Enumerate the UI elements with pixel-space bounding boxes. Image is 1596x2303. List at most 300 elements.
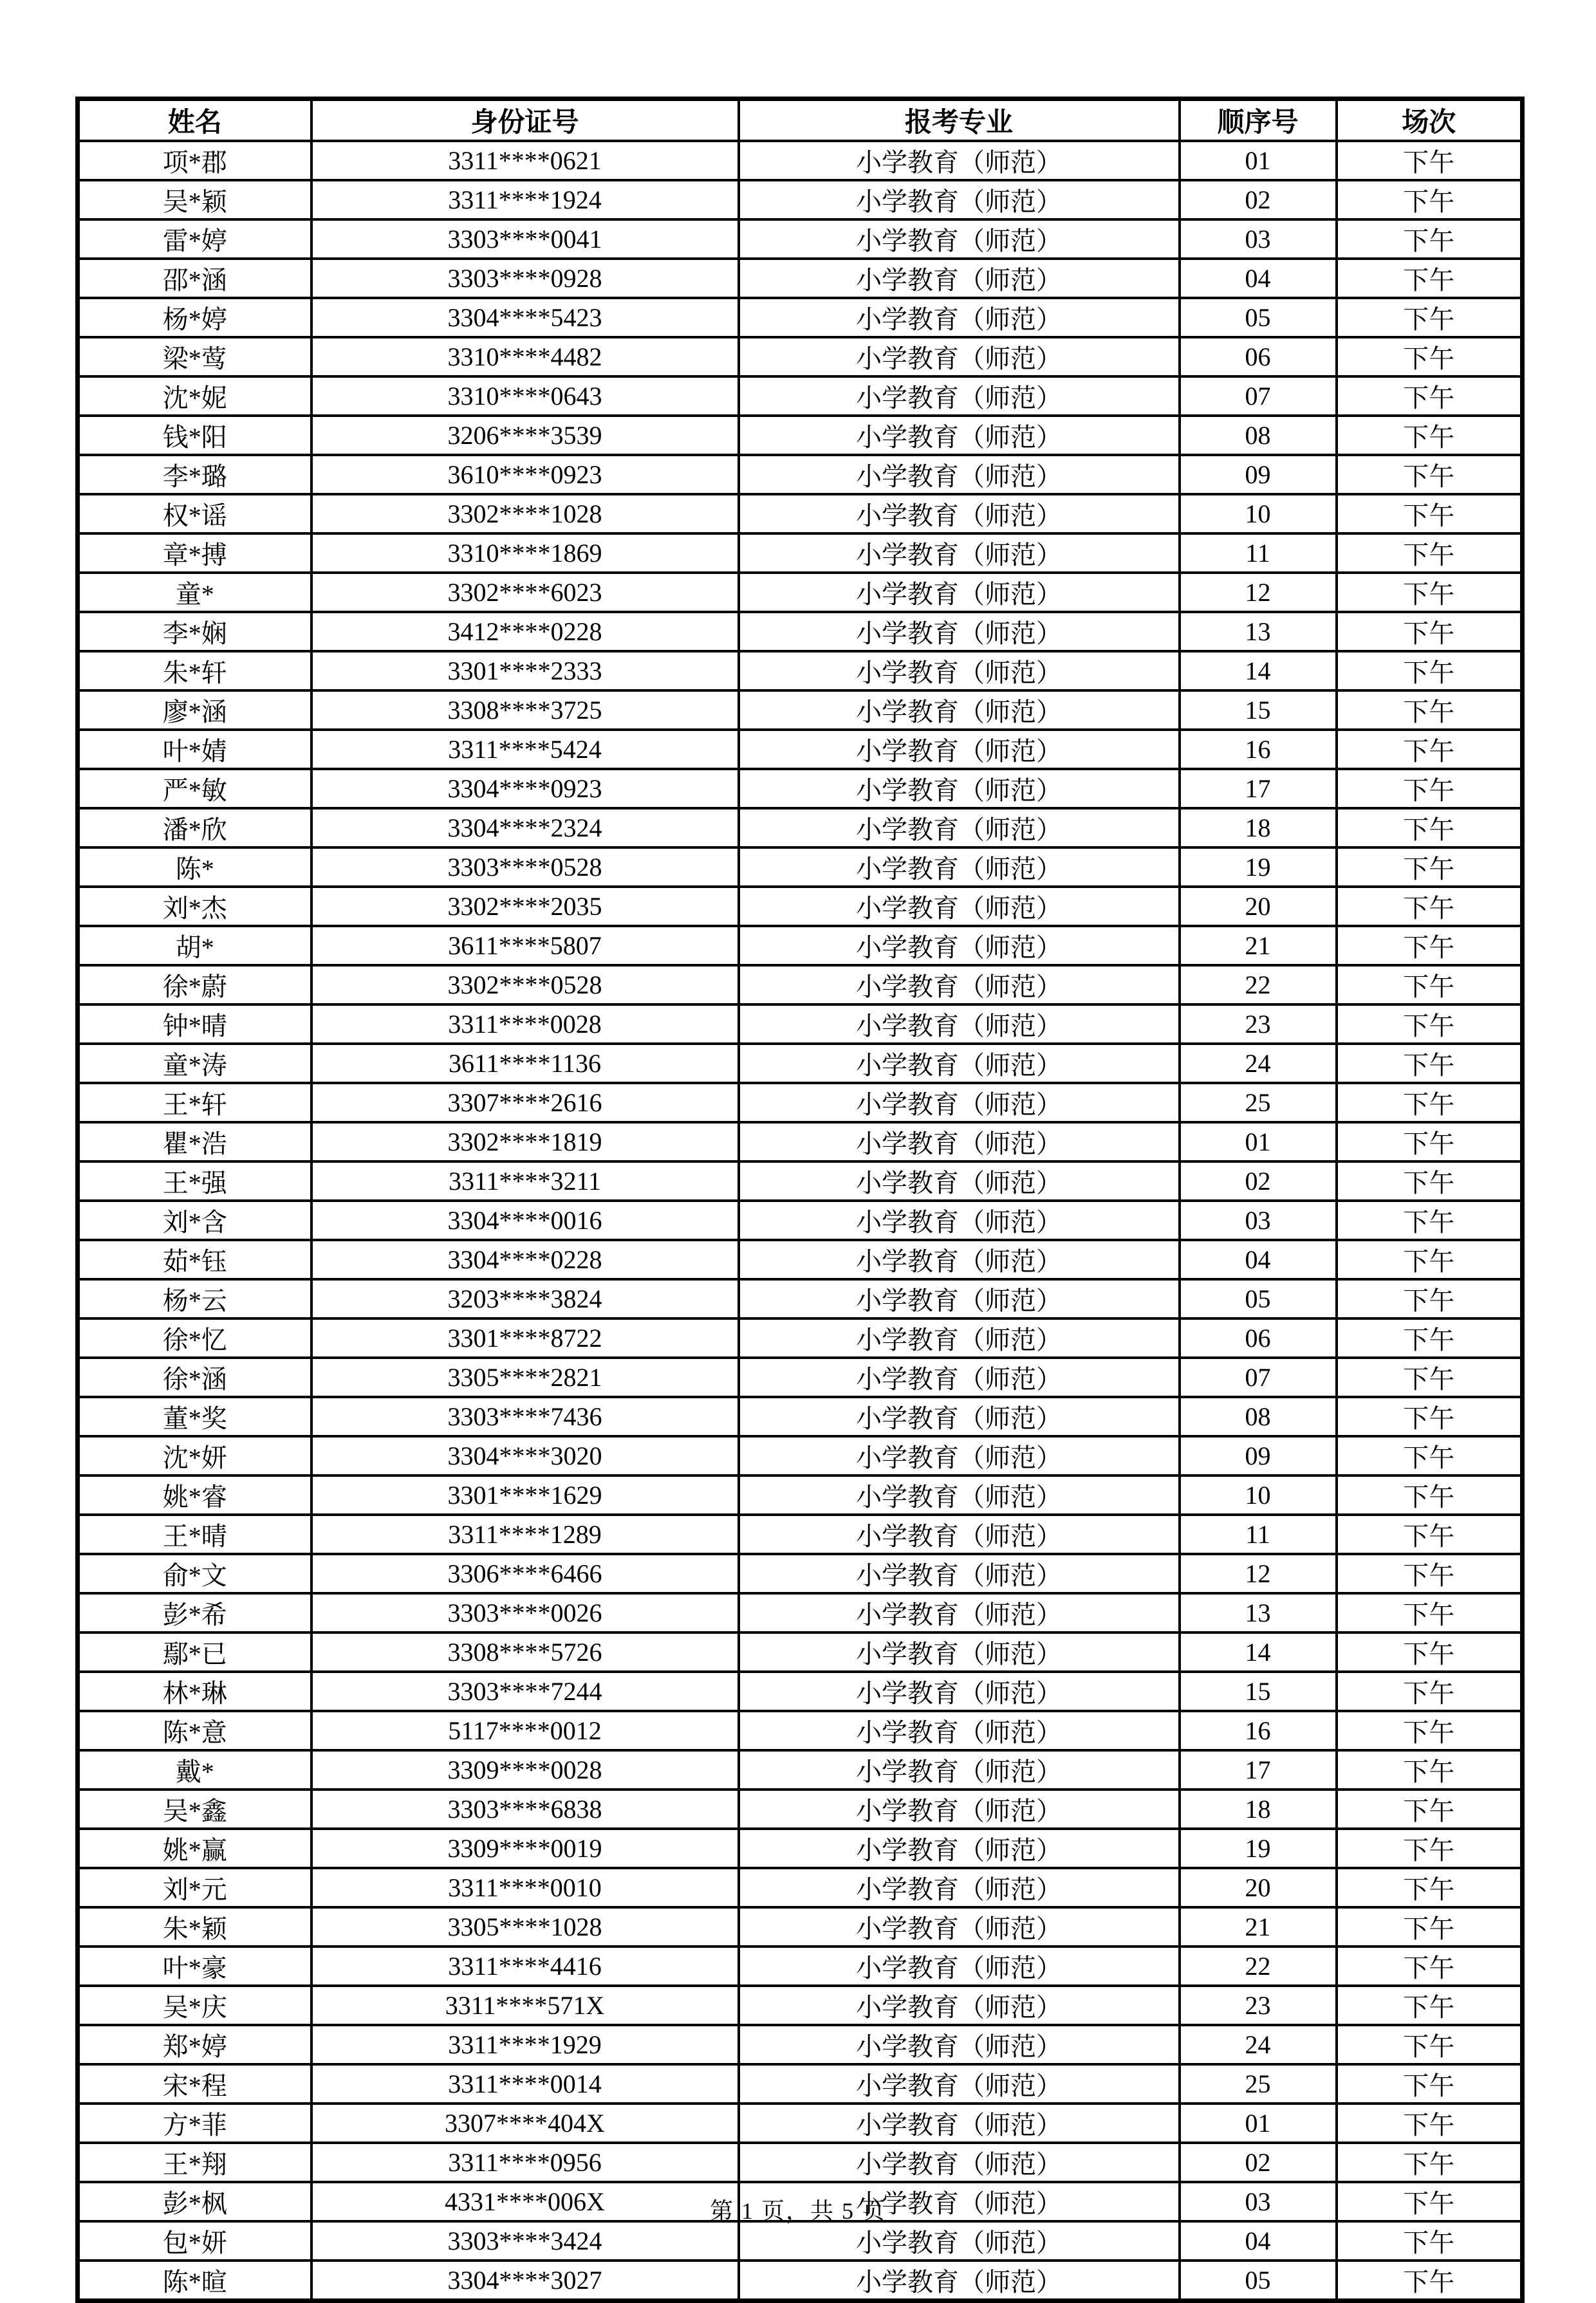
name-cell: 董*奖	[78, 1397, 311, 1436]
sequence-cell: 10	[1180, 494, 1337, 533]
table-row	[78, 769, 1523, 808]
header-session: 场次	[1337, 99, 1523, 142]
major-cell: 小学教育（师范）	[739, 808, 1180, 847]
id-number-cell: 3301****1629	[311, 1475, 739, 1515]
id-number-cell: 3303****7436	[311, 1397, 739, 1436]
name-cell: 吴*庆	[78, 1986, 311, 2025]
sequence-cell: 16	[1180, 730, 1337, 769]
sequence-cell: 22	[1180, 1947, 1337, 1986]
id-number-cell: 3303****0026	[311, 1593, 739, 1632]
table-row	[78, 1161, 1523, 1201]
major-cell: 小学教育（师范）	[739, 533, 1180, 573]
table-row	[78, 494, 1523, 533]
sequence-cell: 03	[1180, 2182, 1337, 2221]
id-number-cell: 3302****1028	[311, 494, 739, 533]
sequence-cell: 07	[1180, 376, 1337, 416]
table-row	[78, 2025, 1523, 2064]
sequence-cell: 04	[1180, 1240, 1337, 1279]
major-cell: 小学教育（师范）	[739, 769, 1180, 808]
session-cell: 下午	[1337, 1868, 1523, 1907]
table-row	[78, 180, 1523, 219]
session-cell: 下午	[1337, 847, 1523, 887]
sequence-cell: 01	[1180, 2104, 1337, 2143]
id-number-cell: 3301****8722	[311, 1318, 739, 1358]
major-cell: 小学教育（师范）	[739, 730, 1180, 769]
major-cell: 小学教育（师范）	[739, 2261, 1180, 2301]
session-cell: 下午	[1337, 337, 1523, 376]
sequence-cell: 19	[1180, 1829, 1337, 1868]
sequence-cell: 05	[1180, 1279, 1337, 1318]
major-cell: 小学教育（师范）	[739, 573, 1180, 612]
id-number-cell: 3310****0643	[311, 376, 739, 416]
major-cell: 小学教育（师范）	[739, 1829, 1180, 1868]
name-cell: 钟*晴	[78, 1004, 311, 1044]
sequence-cell: 12	[1180, 1554, 1337, 1593]
session-cell: 下午	[1337, 651, 1523, 690]
header-sequence: 顺序号	[1180, 99, 1337, 142]
major-cell: 小学教育（师范）	[739, 219, 1180, 259]
major-cell: 小学教育（师范）	[739, 1672, 1180, 1711]
id-number-cell: 3611****5807	[311, 926, 739, 965]
major-cell: 小学教育（师范）	[739, 1554, 1180, 1593]
session-cell: 下午	[1337, 141, 1523, 180]
major-cell: 小学教育（师范）	[739, 2104, 1180, 2143]
major-cell: 小学教育（师范）	[739, 926, 1180, 965]
table-row	[78, 651, 1523, 690]
name-cell: 吴*颖	[78, 180, 311, 219]
table-row	[78, 2143, 1523, 2182]
sequence-cell: 19	[1180, 847, 1337, 887]
id-number-cell: 5117****0012	[311, 1711, 739, 1750]
session-cell: 下午	[1337, 1947, 1523, 1986]
major-cell: 小学教育（师范）	[739, 690, 1180, 730]
id-number-cell: 3304****3027	[311, 2261, 739, 2301]
session-cell: 下午	[1337, 690, 1523, 730]
id-number-cell: 3309****0019	[311, 1829, 739, 1868]
table-row	[78, 298, 1523, 337]
major-cell: 小学教育（师范）	[739, 259, 1180, 298]
major-cell: 小学教育（师范）	[739, 1122, 1180, 1161]
major-cell: 小学教育（师范）	[739, 1515, 1180, 1554]
table-row	[78, 533, 1523, 573]
sequence-cell: 02	[1180, 180, 1337, 219]
id-number-cell: 3307****404X	[311, 2104, 739, 2143]
name-cell: 林*琳	[78, 1672, 311, 1711]
session-cell: 下午	[1337, 1122, 1523, 1161]
major-cell: 小学教育（师范）	[739, 1711, 1180, 1750]
table-row	[78, 1829, 1523, 1868]
sequence-cell: 21	[1180, 1907, 1337, 1947]
header-major: 报考专业	[739, 99, 1180, 142]
name-cell: 彭*希	[78, 1593, 311, 1632]
session-cell: 下午	[1337, 573, 1523, 612]
session-cell: 下午	[1337, 2221, 1523, 2261]
session-cell: 下午	[1337, 1083, 1523, 1122]
session-cell: 下午	[1337, 1201, 1523, 1240]
major-cell: 小学教育（师范）	[739, 1201, 1180, 1240]
table-row	[78, 1672, 1523, 1711]
id-number-cell: 3303****7244	[311, 1672, 739, 1711]
table-row	[78, 1318, 1523, 1358]
table-header	[78, 99, 1523, 142]
id-number-cell: 3311****0028	[311, 1004, 739, 1044]
major-cell: 小学教育（师范）	[739, 1044, 1180, 1083]
session-cell: 下午	[1337, 1829, 1523, 1868]
name-cell: 李*娴	[78, 612, 311, 651]
session-cell: 下午	[1337, 1161, 1523, 1201]
table-row	[78, 1083, 1523, 1122]
name-cell: 杨*婷	[78, 298, 311, 337]
name-cell: 李*璐	[78, 455, 311, 494]
name-cell: 权*谣	[78, 494, 311, 533]
name-cell: 王*强	[78, 1161, 311, 1201]
session-cell: 下午	[1337, 887, 1523, 926]
table-row	[78, 2221, 1523, 2261]
table-row	[78, 1122, 1523, 1161]
name-cell: 朱*轩	[78, 651, 311, 690]
sequence-cell: 17	[1180, 769, 1337, 808]
session-cell: 下午	[1337, 1711, 1523, 1750]
major-cell: 小学教育（师范）	[739, 1004, 1180, 1044]
major-cell: 小学教育（师范）	[739, 1279, 1180, 1318]
table-row	[78, 1907, 1523, 1947]
session-cell: 下午	[1337, 259, 1523, 298]
table-row	[78, 219, 1523, 259]
sequence-cell: 11	[1180, 1515, 1337, 1554]
major-cell: 小学教育（师范）	[739, 2025, 1180, 2064]
table-row	[78, 1475, 1523, 1515]
sequence-cell: 01	[1180, 141, 1337, 180]
id-number-cell: 3303****3424	[311, 2221, 739, 2261]
id-number-cell: 3311****1289	[311, 1515, 739, 1554]
session-cell: 下午	[1337, 1044, 1523, 1083]
table-row	[78, 1515, 1523, 1554]
table-row	[78, 416, 1523, 455]
sequence-cell: 18	[1180, 808, 1337, 847]
table-row	[78, 259, 1523, 298]
name-cell: 胡*	[78, 926, 311, 965]
name-cell: 沈*妍	[78, 1436, 311, 1475]
session-cell: 下午	[1337, 1240, 1523, 1279]
id-number-cell: 3311****0014	[311, 2064, 739, 2104]
sequence-cell: 03	[1180, 219, 1337, 259]
session-cell: 下午	[1337, 455, 1523, 494]
name-cell: 瞿*浩	[78, 1122, 311, 1161]
name-cell: 童*涛	[78, 1044, 311, 1083]
name-cell: 戴*	[78, 1750, 311, 1790]
major-cell: 小学教育（师范）	[739, 416, 1180, 455]
major-cell: 小学教育（师范）	[739, 1161, 1180, 1201]
major-cell: 小学教育（师范）	[739, 1397, 1180, 1436]
session-cell: 下午	[1337, 219, 1523, 259]
session-cell: 下午	[1337, 612, 1523, 651]
name-cell: 童*	[78, 573, 311, 612]
id-number-cell: 3303****0528	[311, 847, 739, 887]
table-row	[78, 573, 1523, 612]
session-cell: 下午	[1337, 2182, 1523, 2221]
session-cell: 下午	[1337, 376, 1523, 416]
id-number-cell: 3311****0956	[311, 2143, 739, 2182]
sequence-cell: 23	[1180, 1986, 1337, 2025]
id-number-cell: 3304****5423	[311, 298, 739, 337]
name-cell: 鄢*已	[78, 1632, 311, 1672]
session-cell: 下午	[1337, 298, 1523, 337]
header-id: 身份证号	[311, 99, 739, 142]
name-cell: 方*菲	[78, 2104, 311, 2143]
table-row	[78, 808, 1523, 847]
name-cell: 潘*欣	[78, 808, 311, 847]
sequence-cell: 02	[1180, 1161, 1337, 1201]
name-cell: 王*翔	[78, 2143, 311, 2182]
id-number-cell: 3302****1819	[311, 1122, 739, 1161]
id-number-cell: 3307****2616	[311, 1083, 739, 1122]
major-cell: 小学教育（师范）	[739, 337, 1180, 376]
sequence-cell: 15	[1180, 1672, 1337, 1711]
table-row	[78, 1004, 1523, 1044]
name-cell: 宋*程	[78, 2064, 311, 2104]
header-name: 姓名	[78, 99, 311, 142]
major-cell: 小学教育（师范）	[739, 180, 1180, 219]
session-cell: 下午	[1337, 1004, 1523, 1044]
major-cell: 小学教育（师范）	[739, 141, 1180, 180]
major-cell: 小学教育（师范）	[739, 2221, 1180, 2261]
name-cell: 严*敏	[78, 769, 311, 808]
header-row	[78, 99, 1523, 142]
id-number-cell: 3306****6466	[311, 1554, 739, 1593]
id-number-cell: 3308****3725	[311, 690, 739, 730]
name-cell: 刘*含	[78, 1201, 311, 1240]
session-cell: 下午	[1337, 1672, 1523, 1711]
id-number-cell: 3304****0228	[311, 1240, 739, 1279]
table-row	[78, 376, 1523, 416]
session-cell: 下午	[1337, 965, 1523, 1004]
session-cell: 下午	[1337, 808, 1523, 847]
sequence-cell: 09	[1180, 1436, 1337, 1475]
sequence-cell: 03	[1180, 1201, 1337, 1240]
sequence-cell: 13	[1180, 1593, 1337, 1632]
id-number-cell: 3311****0621	[311, 141, 739, 180]
sequence-cell: 23	[1180, 1004, 1337, 1044]
id-number-cell: 3309****0028	[311, 1750, 739, 1790]
table-row	[78, 1868, 1523, 1907]
table-row	[78, 1632, 1523, 1672]
table-row	[78, 337, 1523, 376]
session-cell: 下午	[1337, 1279, 1523, 1318]
name-cell: 王*轩	[78, 1083, 311, 1122]
exam-roster-table	[75, 97, 1525, 2303]
id-number-cell: 3301****2333	[311, 651, 739, 690]
name-cell: 徐*涵	[78, 1358, 311, 1397]
major-cell: 小学教育（师范）	[739, 1868, 1180, 1907]
session-cell: 下午	[1337, 1632, 1523, 1672]
sequence-cell: 08	[1180, 416, 1337, 455]
major-cell: 小学教育（师范）	[739, 1907, 1180, 1947]
major-cell: 小学教育（师范）	[739, 1436, 1180, 1475]
table-row	[78, 2104, 1523, 2143]
id-number-cell: 3311****1924	[311, 180, 739, 219]
id-number-cell: 3308****5726	[311, 1632, 739, 1672]
id-number-cell: 3304****0016	[311, 1201, 739, 1240]
session-cell: 下午	[1337, 1790, 1523, 1829]
table-row	[78, 1986, 1523, 2025]
major-cell: 小学教育（师范）	[739, 612, 1180, 651]
sequence-cell: 17	[1180, 1750, 1337, 1790]
major-cell: 小学教育（师范）	[739, 1593, 1180, 1632]
table-row	[78, 1279, 1523, 1318]
table-row	[78, 2261, 1523, 2301]
sequence-cell: 06	[1180, 337, 1337, 376]
name-cell: 吴*鑫	[78, 1790, 311, 1829]
page-number-footer: 第 1 页，共 5 页	[709, 2198, 886, 2224]
name-cell: 陈*	[78, 847, 311, 887]
major-cell: 小学教育（师范）	[739, 2064, 1180, 2104]
name-cell: 叶*豪	[78, 1947, 311, 1986]
table-row	[78, 887, 1523, 926]
id-number-cell: 3310****4482	[311, 337, 739, 376]
table-row	[78, 1240, 1523, 1279]
table-row	[78, 926, 1523, 965]
session-cell: 下午	[1337, 494, 1523, 533]
table-row	[78, 1201, 1523, 1240]
session-cell: 下午	[1337, 1750, 1523, 1790]
table-row	[78, 1554, 1523, 1593]
table-row	[78, 141, 1523, 180]
name-cell: 梁*莺	[78, 337, 311, 376]
sequence-cell: 20	[1180, 1868, 1337, 1907]
major-cell: 小学教育（师范）	[739, 2182, 1180, 2221]
table-row	[78, 690, 1523, 730]
name-cell: 陈*意	[78, 1711, 311, 1750]
sequence-cell: 04	[1180, 2221, 1337, 2261]
session-cell: 下午	[1337, 1358, 1523, 1397]
session-cell: 下午	[1337, 1593, 1523, 1632]
table-row	[78, 1397, 1523, 1436]
table-row	[78, 2064, 1523, 2104]
sequence-cell: 04	[1180, 259, 1337, 298]
id-number-cell: 3302****0528	[311, 965, 739, 1004]
name-cell: 叶*婧	[78, 730, 311, 769]
name-cell: 王*晴	[78, 1515, 311, 1554]
id-number-cell: 3303****0041	[311, 219, 739, 259]
name-cell: 项*郡	[78, 141, 311, 180]
name-cell: 雷*婷	[78, 219, 311, 259]
name-cell: 包*妍	[78, 2221, 311, 2261]
sequence-cell: 18	[1180, 1790, 1337, 1829]
sequence-cell: 16	[1180, 1711, 1337, 1750]
table-row	[78, 1044, 1523, 1083]
id-number-cell: 4331****006X	[311, 2182, 739, 2221]
major-cell: 小学教育（师范）	[739, 494, 1180, 533]
name-cell: 姚*赢	[78, 1829, 311, 1868]
id-number-cell: 3311****3211	[311, 1161, 739, 1201]
id-number-cell: 3304****0923	[311, 769, 739, 808]
sequence-cell: 05	[1180, 2261, 1337, 2301]
major-cell: 小学教育（师范）	[739, 965, 1180, 1004]
session-cell: 下午	[1337, 1986, 1523, 2025]
sequence-cell: 20	[1180, 887, 1337, 926]
sequence-cell: 12	[1180, 573, 1337, 612]
table-row	[78, 1711, 1523, 1750]
name-cell: 姚*睿	[78, 1475, 311, 1515]
name-cell: 邵*涵	[78, 259, 311, 298]
major-cell: 小学教育（师范）	[739, 455, 1180, 494]
id-number-cell: 3611****1136	[311, 1044, 739, 1083]
session-cell: 下午	[1337, 2064, 1523, 2104]
major-cell: 小学教育（师范）	[739, 1358, 1180, 1397]
name-cell: 章*搏	[78, 533, 311, 573]
major-cell: 小学教育（师范）	[739, 1986, 1180, 2025]
id-number-cell: 3305****2821	[311, 1358, 739, 1397]
sequence-cell: 10	[1180, 1475, 1337, 1515]
sequence-cell: 25	[1180, 1083, 1337, 1122]
id-number-cell: 3310****1869	[311, 533, 739, 573]
id-number-cell: 3302****2035	[311, 887, 739, 926]
session-cell: 下午	[1337, 2025, 1523, 2064]
major-cell: 小学教育（师范）	[739, 1475, 1180, 1515]
session-cell: 下午	[1337, 2143, 1523, 2182]
name-cell: 徐*忆	[78, 1318, 311, 1358]
major-cell: 小学教育（师范）	[739, 1947, 1180, 1986]
sequence-cell: 25	[1180, 2064, 1337, 2104]
session-cell: 下午	[1337, 1907, 1523, 1947]
table-body	[78, 141, 1523, 2301]
id-number-cell: 3412****0228	[311, 612, 739, 651]
major-cell: 小学教育（师范）	[739, 1632, 1180, 1672]
name-cell: 刘*元	[78, 1868, 311, 1907]
table-row	[78, 1593, 1523, 1632]
table-row	[78, 730, 1523, 769]
sequence-cell: 21	[1180, 926, 1337, 965]
major-cell: 小学教育（师范）	[739, 847, 1180, 887]
id-number-cell: 3303****6838	[311, 1790, 739, 1829]
id-number-cell: 3311****0010	[311, 1868, 739, 1907]
id-number-cell: 3303****0928	[311, 259, 739, 298]
id-number-cell: 3302****6023	[311, 573, 739, 612]
sequence-cell: 24	[1180, 1044, 1337, 1083]
id-number-cell: 3311****571X	[311, 1986, 739, 2025]
name-cell: 俞*文	[78, 1554, 311, 1593]
session-cell: 下午	[1337, 1554, 1523, 1593]
sequence-cell: 22	[1180, 965, 1337, 1004]
id-number-cell: 3206****3539	[311, 416, 739, 455]
name-cell: 沈*妮	[78, 376, 311, 416]
session-cell: 下午	[1337, 1318, 1523, 1358]
sequence-cell: 08	[1180, 1397, 1337, 1436]
session-cell: 下午	[1337, 730, 1523, 769]
major-cell: 小学教育（师范）	[739, 376, 1180, 416]
table-row	[78, 847, 1523, 887]
name-cell: 刘*杰	[78, 887, 311, 926]
name-cell: 徐*蔚	[78, 965, 311, 1004]
sequence-cell: 09	[1180, 455, 1337, 494]
table-row	[78, 1750, 1523, 1790]
name-cell: 郑*婷	[78, 2025, 311, 2064]
id-number-cell: 3311****5424	[311, 730, 739, 769]
table-row	[78, 965, 1523, 1004]
session-cell: 下午	[1337, 769, 1523, 808]
name-cell: 朱*颖	[78, 1907, 311, 1947]
sequence-cell: 11	[1180, 533, 1337, 573]
session-cell: 下午	[1337, 180, 1523, 219]
table-row	[78, 1436, 1523, 1475]
id-number-cell: 3304****2324	[311, 808, 739, 847]
major-cell: 小学教育（师范）	[739, 1240, 1180, 1279]
sequence-cell: 07	[1180, 1358, 1337, 1397]
sequence-cell: 05	[1180, 298, 1337, 337]
major-cell: 小学教育（师范）	[739, 887, 1180, 926]
name-cell: 廖*涵	[78, 690, 311, 730]
sequence-cell: 13	[1180, 612, 1337, 651]
